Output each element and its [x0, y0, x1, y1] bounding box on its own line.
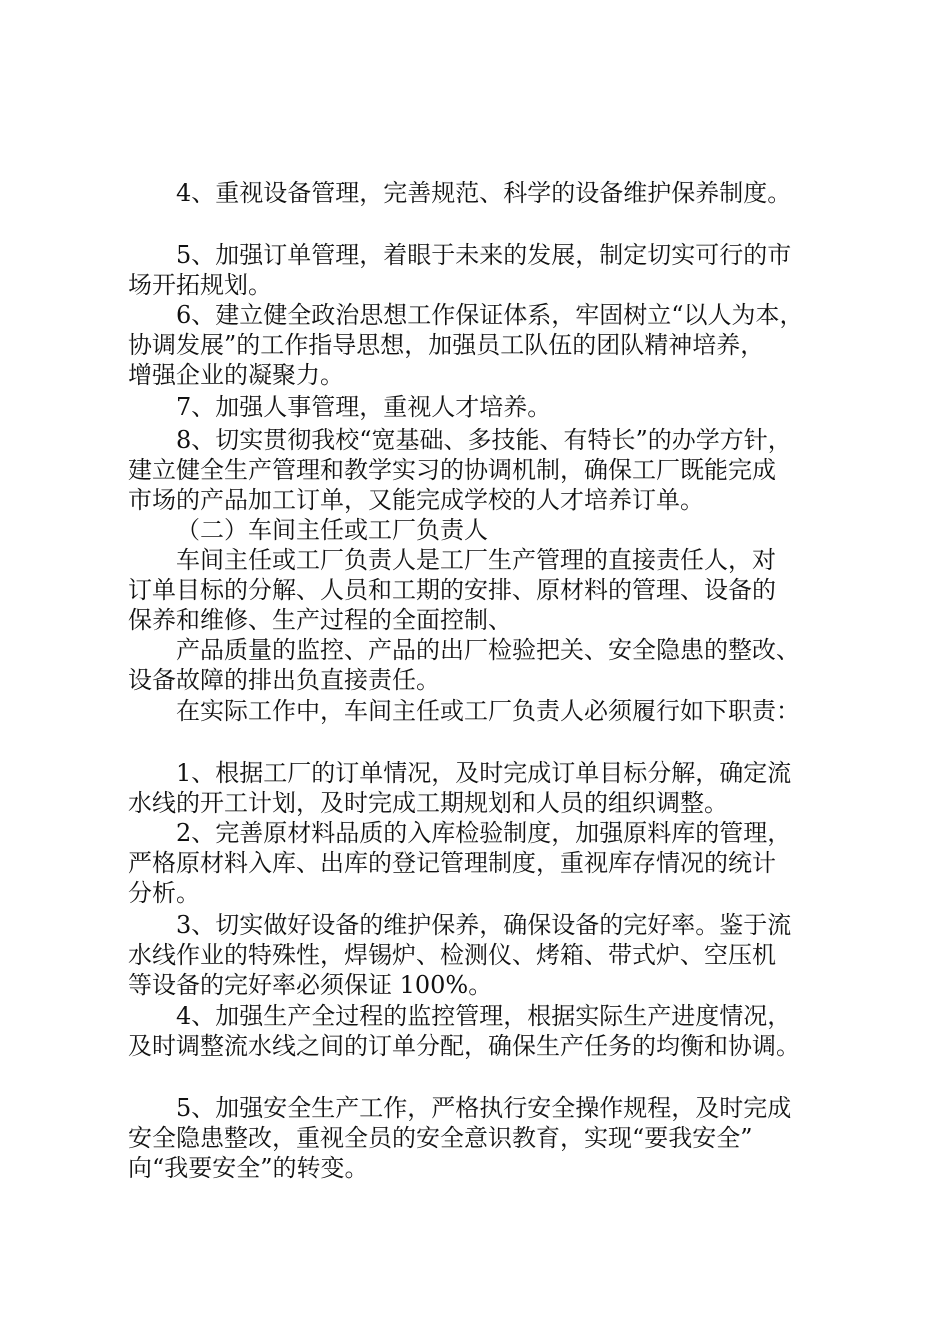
duty-3-line-3: 等设备的完好率必须保证 100%。: [128, 971, 493, 999]
paragraph-5-line-2: 场开拓规划。: [128, 271, 272, 299]
paragraph-8-line-1: 8、切实贯彻我校“宽基础、多技能、有特长”的办学方针，: [176, 426, 792, 454]
paragraph-4-line-1: 4、重视设备管理，完善规范、科学的设备维护保养制度。: [176, 179, 792, 207]
paragraph-6-line-1: 6、建立健全政治思想工作保证体系，牢固树立“以人为本，: [176, 301, 804, 329]
section-intro-line-3: 保养和维修、生产过程的全面控制、: [128, 606, 512, 634]
section-intro-line-2: 订单目标的分解、人员和工期的安排、原材料的管理、设备的: [128, 576, 776, 604]
paragraph-8-line-3: 市场的产品加工订单，又能完成学校的人才培养订单。: [128, 486, 704, 514]
paragraph-6-line-2: 协调发展”的工作指导思想，加强员工队伍的团队精神培养，: [128, 331, 765, 359]
duty-5-line-2: 安全隐患整改，重视全员的安全意识教育，实现“要我安全”: [128, 1124, 753, 1152]
duty-2-line-1: 2、完善原材料品质的入库检验制度，加强原料库的管理，: [176, 819, 792, 847]
duty-1-line-1: 1、根据工厂的订单情况，及时完成订单目标分解，确定流: [176, 759, 792, 787]
section-intro-line-5: 设备故障的排出负直接责任。: [128, 666, 440, 694]
duty-4-line-2: 及时调整流水线之间的订单分配，确保生产任务的均衡和协调。: [128, 1032, 800, 1060]
duties-intro: 在实际工作中，车间主任或工厂负责人必须履行如下职责：: [176, 697, 800, 725]
section-heading: （二）车间主任或工厂负责人: [176, 516, 488, 544]
duty-4-line-1: 4、加强生产全过程的监控管理，根据实际生产进度情况，: [176, 1002, 792, 1030]
duty-2-line-2: 严格原材料入库、出库的登记管理制度，重视库存情况的统计: [128, 849, 776, 877]
duty-1-line-2: 水线的开工计划，及时完成工期规划和人员的组织调整。: [128, 789, 728, 817]
duty-5-line-1: 5、加强安全生产工作，严格执行安全操作规程，及时完成: [176, 1094, 792, 1122]
paragraph-5-line-1: 5、加强订单管理，着眼于未来的发展，制定切实可行的市: [176, 241, 792, 269]
section-intro-line-4: 产品质量的监控、产品的出厂检验把关、安全隐患的整改、: [176, 636, 800, 664]
duty-5-line-3: 向“我要安全”的转变。: [128, 1154, 369, 1182]
paragraph-7-line-1: 7、加强人事管理，重视人才培养。: [176, 393, 552, 421]
duty-3-line-2: 水线作业的特殊性，焊锡炉、检测仪、烤箱、带式炉、空压机: [128, 941, 776, 969]
duty-3-line-1: 3、切实做好设备的维护保养，确保设备的完好率。鉴于流: [176, 911, 792, 939]
duty-2-line-3: 分析。: [128, 879, 200, 907]
paragraph-8-line-2: 建立健全生产管理和教学实习的协调机制，确保工厂既能完成: [128, 456, 776, 484]
section-intro-line-1: 车间主任或工厂负责人是工厂生产管理的直接责任人，对: [176, 546, 776, 574]
paragraph-6-line-3: 增强企业的凝聚力。: [128, 361, 344, 389]
